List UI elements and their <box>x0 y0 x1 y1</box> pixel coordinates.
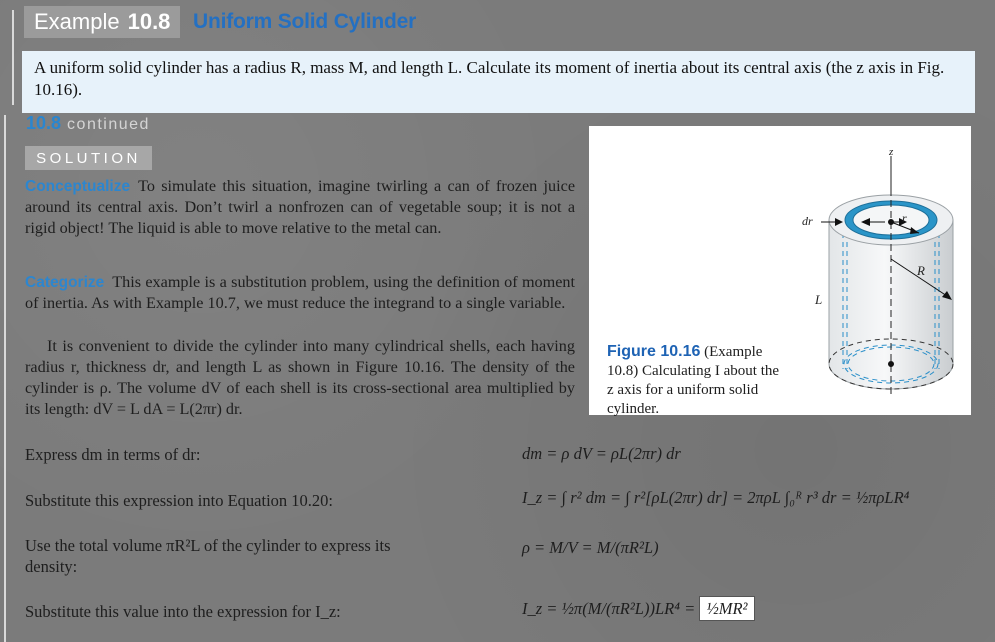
r-label: r <box>902 211 907 225</box>
example-title: Uniform Solid Cylinder <box>193 10 417 33</box>
step-2-equation: I_z = ∫ r² dm = ∫ r²[ρL(2πr) dr] = 2πρL ∫₀ᴿ r³ dr = ½πρLR⁴ <box>522 488 910 507</box>
categorize-text-2: It is convenient to divide the cylinder into many cylindrical shells, each having radius r, thickness dr, and length L as shown in Figure 10.16. The density of the cylinder is ρ. The volume dV of each shell is its cross-sectional area multiplied by its length: dV = L dA = L(2πr) dr. <box>25 337 575 418</box>
conceptualize-text: To simulate this situation, imagine twirling a can of frozen juice around its central axis. Don’t twirl a nonfrozen can of vegetable soup; it is not a rigid object! The liquid is able to move relative to the metal can. <box>25 177 575 237</box>
conceptualize-paragraph <box>25 176 575 239</box>
L-label: L <box>815 292 823 307</box>
figure-caption <box>607 342 787 419</box>
continued-header <box>26 113 150 134</box>
step-4-equation <box>522 599 755 619</box>
dr-label: dr <box>802 214 813 228</box>
step-4-equation-left: I_z = ½π(M/(πR²L))LR⁴ = <box>522 599 696 618</box>
categorize-label: Categorize <box>25 274 105 291</box>
continued-word: continued <box>67 116 150 133</box>
accent-bar <box>12 10 14 105</box>
continued-number: 10.8 <box>26 113 62 133</box>
figure-caption-text: (Example 10.8) Calculating I about the z axis for a uniform solid cylinder. <box>607 344 780 417</box>
problem-statement <box>22 51 975 113</box>
z-axis-label: z <box>889 146 894 158</box>
categorize-paragraph-2 <box>25 336 575 420</box>
categorize-text: This example is a substitution problem, using the definition of moment of inertia. As with Example 10.7, we must reduce the integrand to a single variable. <box>25 273 575 312</box>
accent-bar-continued <box>4 115 6 642</box>
example-number: 10.8 <box>127 9 171 34</box>
categorize-paragraph <box>25 272 575 314</box>
figure-label: Figure 10.16 <box>607 343 701 360</box>
step-1-text: Express dm in terms of dr: <box>25 445 201 464</box>
step-4-text: Substitute this value into the expression for I_z: <box>25 602 341 621</box>
example-word: Example <box>34 9 120 34</box>
example-tag <box>24 6 180 38</box>
step-3-text: Use the total volume πR²L of the cylinder to express its density: <box>25 536 391 576</box>
final-answer: ½MR² <box>699 596 754 621</box>
step-3-equation: ρ = M/V = M/(πR²L) <box>522 538 659 557</box>
problem-text: A uniform solid cylinder has a radius R, mass M, and length L. Calculate its moment of inertia about its central axis (the z axis in Fig. 10.16). <box>34 58 945 99</box>
R-label: R <box>917 263 925 278</box>
step-1-equation: dm = ρ dV = ρL(2πr) dr <box>522 444 681 463</box>
conceptualize-label: Conceptualize <box>25 178 131 195</box>
step-2-text: Substitute this expression into Equation 10.20: <box>25 491 333 510</box>
solution-label: SOLUTION <box>25 146 152 170</box>
